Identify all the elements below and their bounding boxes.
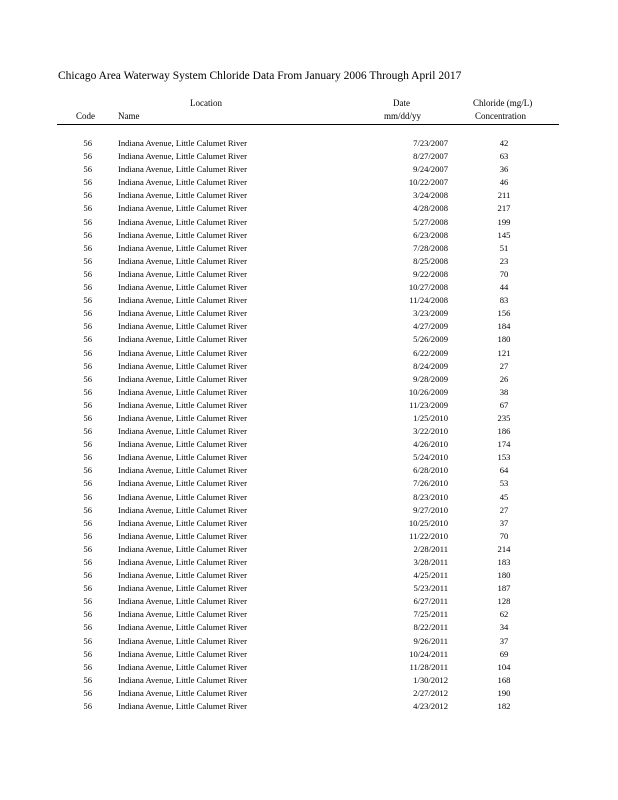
chloride-concentration-cell: 62 [499, 609, 509, 620]
location-name-cell: Indiana Avenue, Little Calumet River [118, 255, 247, 266]
station-code-cell: 56 [83, 648, 92, 659]
location-name-cell: Indiana Avenue, Little Calumet River [118, 648, 247, 659]
sample-date-cell: 3/24/2008 [413, 190, 448, 201]
station-code-cell: 56 [83, 426, 92, 437]
sample-date-cell: 11/24/2008 [409, 295, 448, 306]
chloride-concentration-cell: 168 [497, 674, 511, 685]
table-row [0, 570, 618, 583]
location-name-cell: Indiana Avenue, Little Calumet River [118, 661, 247, 672]
sample-date-cell: 4/23/2012 [413, 701, 448, 712]
chloride-concentration-cell: 104 [497, 661, 511, 672]
chloride-concentration-cell: 128 [497, 596, 511, 607]
location-name-cell: Indiana Avenue, Little Calumet River [118, 701, 247, 712]
chloride-concentration-cell: 46 [499, 177, 509, 188]
location-name-cell: Indiana Avenue, Little Calumet River [118, 268, 247, 279]
chloride-concentration-cell: 37 [499, 635, 509, 646]
table-row [0, 583, 618, 596]
sample-date-cell: 11/23/2009 [409, 399, 448, 410]
location-name-cell: Indiana Avenue, Little Calumet River [118, 465, 247, 476]
location-name-cell: Indiana Avenue, Little Calumet River [118, 687, 247, 698]
station-code-cell: 56 [83, 282, 92, 293]
table-row [0, 282, 618, 295]
location-header: Location [190, 98, 222, 108]
code-column-header: Code [76, 111, 95, 121]
station-code-cell: 56 [83, 452, 92, 463]
station-code-cell: 56 [83, 255, 92, 266]
table-row [0, 295, 618, 308]
chloride-concentration-cell: 63 [499, 151, 509, 162]
station-code-cell: 56 [83, 321, 92, 332]
location-name-cell: Indiana Avenue, Little Calumet River [118, 216, 247, 227]
location-name-cell: Indiana Avenue, Little Calumet River [118, 373, 247, 384]
station-code-cell: 56 [83, 373, 92, 384]
station-code-cell: 56 [83, 635, 92, 646]
location-name-cell: Indiana Avenue, Little Calumet River [118, 177, 247, 188]
sample-date-cell: 6/28/2010 [413, 465, 448, 476]
location-name-cell: Indiana Avenue, Little Calumet River [118, 596, 247, 607]
sample-date-cell: 7/28/2008 [413, 242, 448, 253]
table-row [0, 636, 618, 649]
station-code-cell: 56 [83, 557, 92, 567]
location-name-cell: Indiana Avenue, Little Calumet River [118, 491, 247, 502]
location-name-cell: Indiana Avenue, Little Calumet River [118, 583, 247, 594]
chloride-concentration-cell: 235 [497, 412, 511, 423]
table-row [0, 217, 618, 230]
station-code-cell: 56 [83, 295, 92, 306]
table-row [0, 151, 618, 164]
location-name-cell: Indiana Avenue, Little Calumet River [118, 439, 247, 450]
location-name-cell: Indiana Avenue, Little Calumet River [118, 399, 247, 410]
table-row [0, 387, 618, 400]
chloride-concentration-cell: 121 [497, 347, 511, 358]
chloride-concentration-cell: 156 [497, 308, 511, 319]
station-code-cell: 56 [83, 334, 92, 345]
table-row [0, 439, 618, 452]
chloride-concentration-cell: 67 [499, 399, 509, 410]
sample-date-cell: 1/30/2012 [413, 674, 448, 685]
sample-date-cell: 7/23/2007 [413, 138, 448, 148]
table-row [0, 675, 618, 688]
table-row [0, 243, 618, 256]
location-name-cell: Indiana Avenue, Little Calumet River [118, 347, 247, 358]
location-name-cell: Indiana Avenue, Little Calumet River [118, 190, 247, 201]
table-row [0, 321, 618, 334]
station-code-cell: 56 [83, 622, 92, 633]
chloride-concentration-cell: 37 [499, 517, 509, 528]
station-code-cell: 56 [83, 504, 92, 515]
table-row [0, 531, 618, 544]
location-name-cell: Indiana Avenue, Little Calumet River [118, 452, 247, 463]
sample-date-cell: 5/23/2011 [413, 583, 448, 594]
station-code-cell: 56 [83, 360, 92, 371]
header-divider [57, 124, 559, 125]
sample-date-cell: 7/26/2010 [413, 478, 448, 489]
table-row [0, 256, 618, 269]
location-name-cell: Indiana Avenue, Little Calumet River [118, 386, 247, 397]
table-row [0, 138, 618, 151]
chloride-concentration-cell: 51 [499, 242, 509, 253]
chloride-concentration-cell: 64 [499, 465, 509, 476]
sample-date-cell: 10/25/2010 [408, 517, 448, 528]
table-row [0, 662, 618, 675]
chloride-concentration-cell: 153 [497, 452, 511, 463]
station-code-cell: 56 [83, 242, 92, 253]
chloride-concentration-cell: 53 [499, 478, 509, 489]
chloride-concentration-cell: 187 [497, 583, 511, 594]
chloride-concentration-cell: 83 [499, 295, 509, 306]
location-name-cell: Indiana Avenue, Little Calumet River [118, 282, 247, 293]
sample-date-cell: 6/23/2008 [413, 229, 448, 240]
chloride-concentration-cell: 26 [499, 373, 509, 384]
chloride-concentration-cell: 199 [497, 216, 511, 227]
chloride-concentration-cell: 180 [497, 570, 511, 581]
sample-date-cell: 9/28/2009 [413, 373, 448, 384]
station-code-cell: 56 [83, 229, 92, 240]
station-code-cell: 56 [83, 216, 92, 227]
sample-date-cell: 8/23/2010 [413, 491, 448, 502]
chloride-concentration-cell: 182 [497, 701, 511, 712]
sample-date-cell: 10/24/2011 [409, 648, 448, 659]
station-code-cell: 56 [83, 164, 92, 175]
table-row [0, 374, 618, 387]
sample-date-cell: 3/22/2010 [413, 426, 448, 437]
location-name-cell: Indiana Avenue, Little Calumet River [118, 478, 247, 489]
location-name-cell: Indiana Avenue, Little Calumet River [118, 308, 247, 319]
sample-date-cell: 10/27/2008 [408, 282, 448, 293]
location-name-cell: Indiana Avenue, Little Calumet River [118, 635, 247, 646]
table-row [0, 609, 618, 622]
table-row [0, 649, 618, 662]
station-code-cell: 56 [83, 465, 92, 476]
location-name-cell: Indiana Avenue, Little Calumet River [118, 557, 247, 567]
chloride-concentration-cell: 27 [499, 360, 509, 371]
station-code-cell: 56 [83, 543, 92, 554]
table-row [0, 492, 618, 505]
sample-date-cell: 1/25/2010 [413, 412, 448, 423]
table-row [0, 308, 618, 321]
chloride-concentration-cell: 183 [497, 557, 511, 567]
table-row [0, 413, 618, 426]
sample-date-cell: 10/26/2009 [408, 386, 448, 397]
chloride-concentration-cell: 34 [499, 622, 509, 633]
table-row [0, 400, 618, 413]
station-code-cell: 56 [83, 203, 92, 214]
location-name-cell: Indiana Avenue, Little Calumet River [118, 674, 247, 685]
chloride-concentration-cell: 190 [497, 687, 511, 698]
table-row [0, 465, 618, 478]
station-code-cell: 56 [83, 661, 92, 672]
station-code-cell: 56 [83, 570, 92, 581]
station-code-cell: 56 [83, 478, 92, 489]
chloride-concentration-cell: 174 [497, 439, 511, 450]
table-row [0, 688, 618, 701]
chloride-concentration-cell: 42 [499, 138, 509, 148]
location-name-cell: Indiana Avenue, Little Calumet River [118, 151, 247, 162]
sample-date-cell: 5/26/2009 [413, 334, 448, 345]
table-row [0, 622, 618, 635]
station-code-cell: 56 [83, 177, 92, 188]
chloride-concentration-cell: 70 [499, 268, 509, 279]
chloride-concentration-cell: 184 [497, 321, 511, 332]
date-column-header: Date [393, 98, 410, 108]
location-name-cell: Indiana Avenue, Little Calumet River [118, 138, 247, 148]
table-row [0, 544, 618, 557]
table-row [0, 177, 618, 190]
location-name-cell: Indiana Avenue, Little Calumet River [118, 543, 247, 554]
chloride-concentration-cell: 36 [499, 164, 509, 175]
table-row [0, 348, 618, 361]
sample-date-cell: 4/25/2011 [413, 570, 448, 581]
station-code-cell: 56 [83, 412, 92, 423]
sample-date-cell: 6/27/2011 [413, 596, 448, 607]
chloride-concentration-cell: 186 [497, 426, 511, 437]
sample-date-cell: 9/22/2008 [413, 268, 448, 279]
station-code-cell: 56 [83, 190, 92, 201]
sample-date-cell: 6/22/2009 [413, 347, 448, 358]
sample-date-cell: 9/24/2007 [413, 164, 448, 175]
sample-date-cell: 3/23/2009 [413, 308, 448, 319]
table-row [0, 164, 618, 177]
station-code-cell: 56 [83, 399, 92, 410]
station-code-cell: 56 [83, 439, 92, 450]
table-row [0, 230, 618, 243]
location-name-cell: Indiana Avenue, Little Calumet River [118, 229, 247, 240]
chloride-concentration-cell: 38 [499, 386, 509, 397]
concentration-column-header: Concentration [475, 111, 526, 121]
sample-date-cell: 5/27/2008 [413, 216, 448, 227]
sample-date-cell: 7/25/2011 [413, 609, 448, 620]
table-row [0, 203, 618, 216]
table-row [0, 518, 618, 531]
table-row [0, 190, 618, 203]
chloride-concentration-cell: 45 [499, 491, 509, 502]
chloride-concentration-cell: 145 [497, 229, 511, 240]
sample-date-cell: 3/28/2011 [413, 557, 448, 567]
chloride-concentration-cell: 27 [499, 504, 509, 515]
station-code-cell: 56 [83, 687, 92, 698]
sample-date-cell: 11/22/2010 [409, 530, 448, 541]
sample-date-cell: 11/28/2011 [409, 661, 448, 672]
sample-date-cell: 10/22/2007 [408, 177, 448, 188]
sample-date-cell: 2/28/2011 [413, 543, 448, 554]
table-row [0, 426, 618, 439]
date-format-header: mm/dd/yy [384, 111, 422, 121]
location-name-cell: Indiana Avenue, Little Calumet River [118, 426, 247, 437]
station-code-cell: 56 [83, 701, 92, 712]
sample-date-cell: 5/24/2010 [413, 452, 448, 463]
chloride-concentration-cell: 44 [499, 282, 509, 293]
station-code-cell: 56 [83, 674, 92, 685]
location-name-cell: Indiana Avenue, Little Calumet River [118, 164, 247, 175]
location-name-cell: Indiana Avenue, Little Calumet River [118, 334, 247, 345]
table-row [0, 701, 618, 714]
chloride-concentration-cell: 214 [497, 543, 511, 554]
station-code-cell: 56 [83, 386, 92, 397]
chloride-concentration-cell: 70 [499, 530, 509, 541]
table-row [0, 269, 618, 282]
location-name-cell: Indiana Avenue, Little Calumet River [118, 242, 247, 253]
sample-date-cell: 8/25/2008 [413, 255, 448, 266]
location-name-cell: Indiana Avenue, Little Calumet River [118, 504, 247, 515]
location-name-cell: Indiana Avenue, Little Calumet River [118, 203, 247, 214]
station-code-cell: 56 [83, 138, 92, 148]
sample-date-cell: 9/27/2010 [413, 504, 448, 515]
location-name-cell: Indiana Avenue, Little Calumet River [118, 517, 247, 528]
station-code-cell: 56 [83, 308, 92, 319]
table-row [0, 361, 618, 374]
table-row [0, 596, 618, 609]
location-name-cell: Indiana Avenue, Little Calumet River [118, 295, 247, 306]
station-code-cell: 56 [83, 583, 92, 594]
location-name-cell: Indiana Avenue, Little Calumet River [118, 360, 247, 371]
table-row [0, 334, 618, 347]
table-row [0, 505, 618, 518]
location-name-cell: Indiana Avenue, Little Calumet River [118, 412, 247, 423]
location-name-cell: Indiana Avenue, Little Calumet River [118, 530, 247, 541]
table-row [0, 478, 618, 491]
table-row [0, 557, 618, 570]
name-column-header: Name [118, 111, 140, 121]
chloride-concentration-cell: 217 [497, 203, 511, 214]
data-table-body [0, 138, 618, 714]
sample-date-cell: 9/26/2011 [413, 635, 448, 646]
location-name-cell: Indiana Avenue, Little Calumet River [118, 570, 247, 581]
station-code-cell: 56 [83, 530, 92, 541]
location-name-cell: Indiana Avenue, Little Calumet River [118, 622, 247, 633]
station-code-cell: 56 [83, 151, 92, 162]
station-code-cell: 56 [83, 347, 92, 358]
chloride-concentration-cell: 23 [499, 255, 509, 266]
location-name-cell: Indiana Avenue, Little Calumet River [118, 321, 247, 332]
chloride-concentration-cell: 180 [497, 334, 511, 345]
station-code-cell: 56 [83, 609, 92, 620]
sample-date-cell: 4/28/2008 [413, 203, 448, 214]
sample-date-cell: 8/27/2007 [413, 151, 448, 162]
location-name-cell: Indiana Avenue, Little Calumet River [118, 609, 247, 620]
chloride-concentration-cell: 69 [499, 648, 509, 659]
sample-date-cell: 4/26/2010 [413, 439, 448, 450]
chloride-concentration-cell: 211 [497, 190, 511, 201]
station-code-cell: 56 [83, 491, 92, 502]
station-code-cell: 56 [83, 268, 92, 279]
sample-date-cell: 2/27/2012 [413, 687, 448, 698]
sample-date-cell: 4/27/2009 [413, 321, 448, 332]
sample-date-cell: 8/22/2011 [413, 622, 448, 633]
station-code-cell: 56 [83, 517, 92, 528]
chloride-column-header: Chloride (mg/L) [473, 98, 533, 108]
table-row [0, 452, 618, 465]
sample-date-cell: 8/24/2009 [413, 360, 448, 371]
page-title: Chicago Area Waterway System Chloride Data From January 2006 Through April 2017 [58, 70, 462, 82]
station-code-cell: 56 [83, 596, 92, 607]
